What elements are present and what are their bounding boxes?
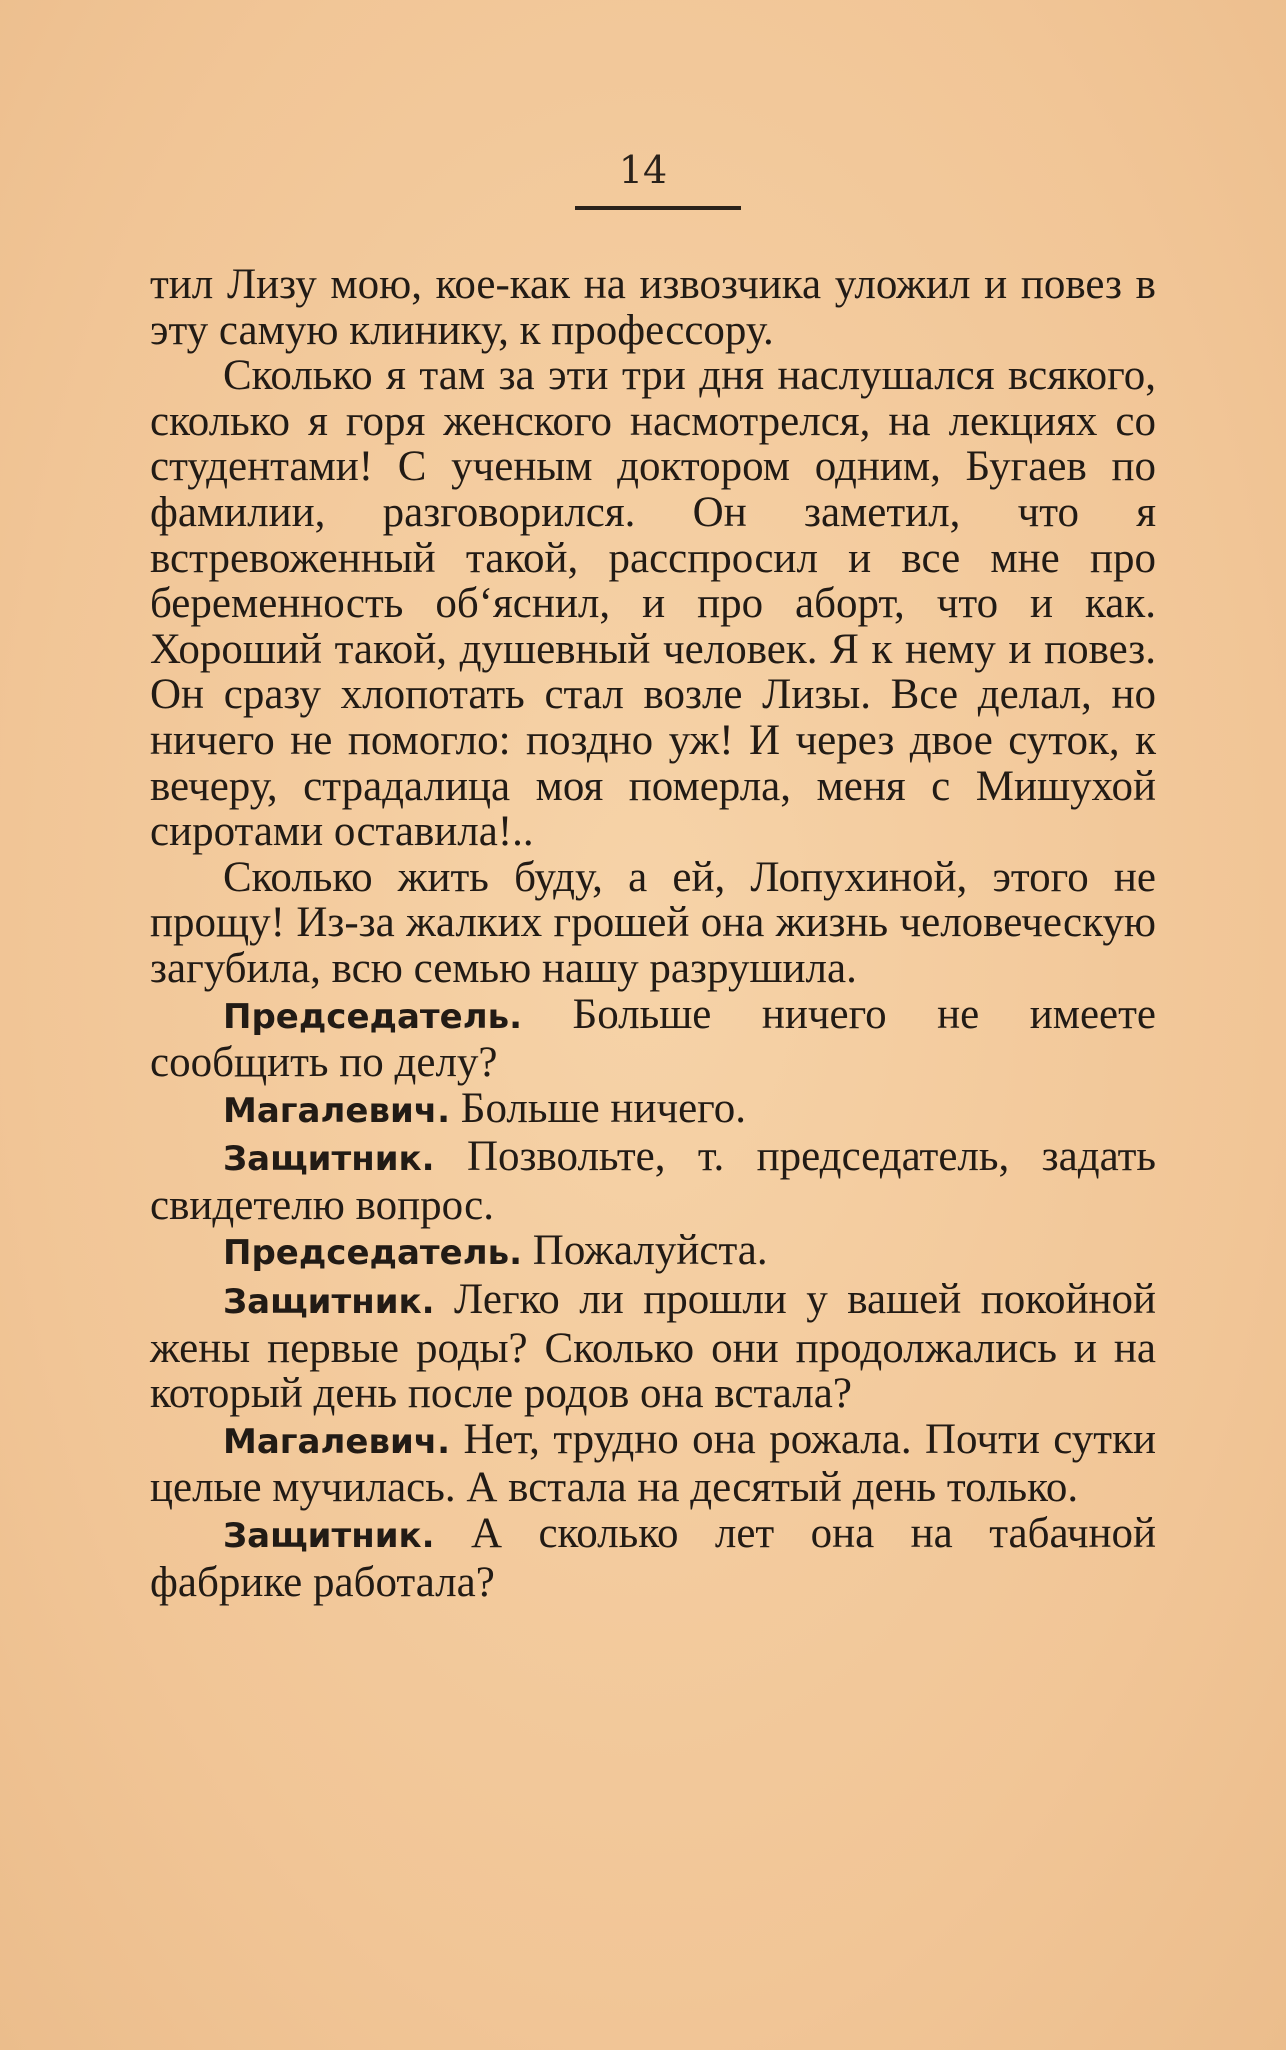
paragraph: Сколько жить буду, а ей, Лопухиной, этого не прощу! Из-за жалких грошей она жизнь человеческую загубила, всю семью нашу разрушила. <box>150 853 1156 992</box>
speech-text: А сколько лет она на табачной фабрике работала? <box>150 1510 1156 1606</box>
speech-text: Нет, трудно она рожала. Почти сутки целые мучилась. А встала на десятый день только. <box>150 1415 1156 1512</box>
paragraph: тил Лизу мою, кое-как на извозчика уложил и повез в эту самую клинику, к профессору. <box>150 261 1156 354</box>
speaker-name: Председатель. <box>223 1233 523 1274</box>
speech-text: Пожалуйста. <box>522 1227 768 1275</box>
speaker-name: Защитник. <box>223 1282 435 1323</box>
page-number: 14 <box>618 148 668 192</box>
speaker-name: Магалевич. <box>223 1421 451 1462</box>
dialogue-line <box>150 1086 1156 1135</box>
speaker-name: Председатель. <box>223 996 523 1037</box>
paragraph: Сколько я там за эти три дня наслушался всякого, сколько я горя женского насмотрелся, на лекциях со студентами! С ученым доктором одним, Бугаев по фамилии, разговорился. Он заметил, что я встревоженный такой, расспросил и все мне про беременность об‘яснил, и про аборт, что и как. Хороший такой, душевный человек. Я к нему и повез. Он сразу хлопотать стал возле Лизы. Все делал, но ничего не помогло: поздно уж! И через двое суток, к вечеру, страдалица моя померла, меня с Мишухой сиротами оставила!.. <box>150 352 1156 856</box>
page-number-rule <box>575 206 741 210</box>
speaker-name: Защитник. <box>223 1139 435 1180</box>
dialogue-line <box>150 1134 1156 1228</box>
dialogue-line <box>150 1417 1156 1511</box>
dialogue-line <box>150 1277 1156 1417</box>
page-body <box>150 262 1156 1605</box>
speech-text: Больше ничего не имеете сообщить по делу? <box>150 990 1156 1087</box>
speech-text: Позвольте, т. председатель, задать свидетелю вопрос. <box>150 1133 1156 1229</box>
speech-text: Легко ли прошли у вашей покойной жены первые роды? Сколько они продолжались и на который день после родов она встала? <box>150 1276 1156 1418</box>
dialogue-line <box>150 1228 1156 1277</box>
dialogue-line <box>150 1511 1156 1605</box>
speaker-name: Защитник. <box>223 1516 435 1557</box>
speech-text: Больше ничего. <box>450 1084 746 1132</box>
dialogue-line <box>150 992 1156 1086</box>
speaker-name: Магалевич. <box>223 1090 451 1131</box>
